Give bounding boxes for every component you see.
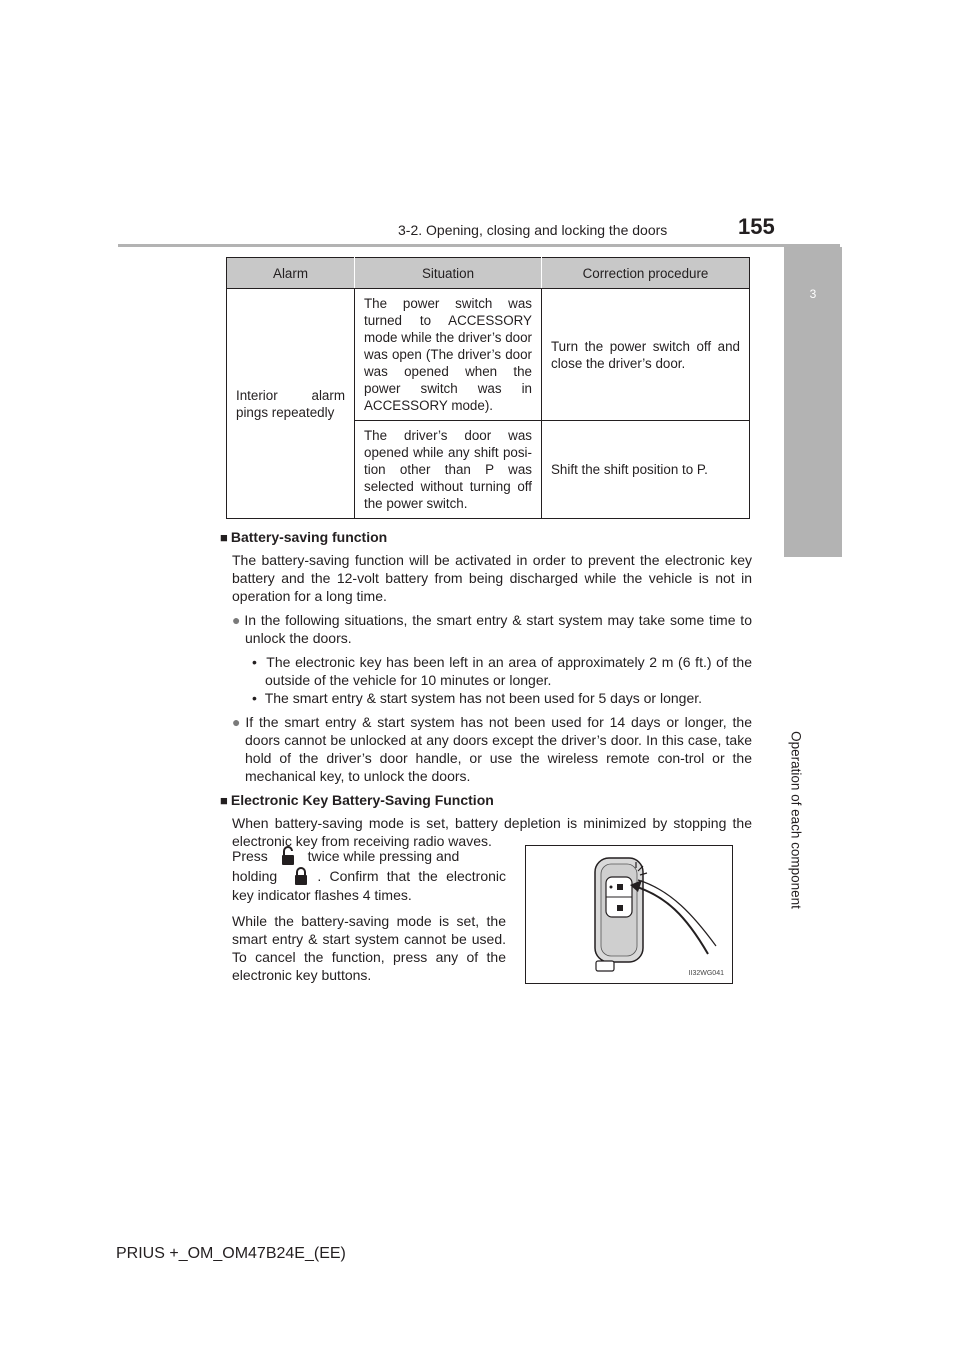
chapter-title: Operation of each component bbox=[788, 731, 804, 909]
page-number: 155 bbox=[738, 214, 775, 239]
alarm-cell: Interior alarm pings repeatedly bbox=[227, 289, 355, 519]
document-code: PRIUS +_OM_OM47B24E_(EE) bbox=[116, 1245, 346, 1262]
list-item-text: If the smart entry & start system has not been used for 14 days or longer, the doors cannot be unlocked at any doors except the driver’s door. In this case, take hold of the driver’s door handle, or use the wireless remote con-trol or the mechanical key, to unlock the doors. bbox=[245, 714, 752, 784]
header-alarm: Alarm bbox=[227, 258, 355, 289]
body-content bbox=[220, 528, 752, 856]
sub-list-item: • The electronic key has been left in an area of approximately 2 m (6 ft.) of the outside of the vehicle for 10 minutes or longer. bbox=[252, 654, 752, 688]
alarm-table bbox=[226, 257, 750, 519]
press-mid-text: twice while pressing and bbox=[307, 848, 460, 864]
electronic-key-intro: When battery-saving mode is set, battery depletion is minimized by stopping the electronic key from receiving radio waves. bbox=[232, 815, 752, 849]
electronic-key-illustration bbox=[525, 845, 733, 984]
correction-cell: Shift the shift position to P. bbox=[542, 421, 750, 519]
press-instruction bbox=[232, 846, 506, 904]
holding-word: holding bbox=[232, 868, 278, 884]
lock-padlock-icon bbox=[291, 866, 311, 886]
confirm-text: . Confirm that the electronic key indicator flashes 4 times. bbox=[232, 868, 507, 903]
press-word: Press bbox=[232, 848, 268, 864]
unlock-padlock-icon bbox=[278, 846, 298, 866]
battery-saving-intro: The battery-saving function will be activated in order to prevent the electronic key battery and the 12-volt battery from being discharged while the vehicle is not in operation for a long time. bbox=[232, 552, 752, 604]
cancel-instruction: While the battery-saving mode is set, the smart entry & start system cannot be used. To cancel the function, press any of the electronic key buttons. bbox=[232, 913, 506, 983]
square-bullet-icon: ■ bbox=[220, 793, 228, 808]
header-situation: Situation bbox=[355, 258, 542, 289]
situation-cell: The driver’s door was opened while any shift posi-tion other than P was selected without turning off the power switch. bbox=[355, 421, 542, 519]
chapter-tab bbox=[784, 247, 842, 557]
list-item bbox=[232, 713, 752, 785]
correction-cell: Turn the power switch off and close the driver’s door. bbox=[542, 289, 750, 421]
chapter-number: 3 bbox=[809, 287, 817, 301]
circle-bullet-icon: ● bbox=[232, 714, 243, 730]
table-header-row bbox=[227, 258, 750, 289]
sub-list-item-text: The smart entry & start system has not been used for 5 days or longer. bbox=[264, 690, 703, 706]
table-row bbox=[227, 289, 750, 421]
smart-key-drawing bbox=[526, 846, 732, 983]
page-header bbox=[0, 0, 960, 250]
list-item-text: In the following situations, the smart entry & start system may take some time to unlock the doors. bbox=[244, 612, 752, 646]
instruction-block bbox=[232, 846, 506, 992]
battery-saving-heading bbox=[220, 528, 752, 547]
heading-text: Electronic Key Battery-Saving Function bbox=[230, 792, 494, 808]
sub-list-item: • The smart entry & start system has not been used for 5 days or longer. bbox=[252, 690, 703, 706]
circle-bullet-icon: ● bbox=[232, 612, 242, 628]
square-bullet-icon: ■ bbox=[220, 530, 228, 545]
header-divider bbox=[118, 244, 840, 247]
section-title: 3-2. Opening, closing and locking the doors bbox=[398, 222, 668, 238]
figure-id: II32WG041 bbox=[688, 970, 724, 977]
list-item bbox=[232, 611, 752, 647]
sub-list-item-text: The electronic key has been left in an area of approximately 2 m (6 ft.) of the outside of the vehicle for 10 minutes or longer. bbox=[265, 654, 752, 688]
heading-text: Battery-saving function bbox=[230, 529, 388, 545]
electronic-key-heading bbox=[220, 791, 752, 810]
situation-cell: The power switch was turned to ACCESSORY mode while the driver’s door was open (The driver’s door was opened when the power switch was in ACCESSORY mode). bbox=[355, 289, 542, 421]
header-correction: Correction procedure bbox=[542, 258, 750, 289]
